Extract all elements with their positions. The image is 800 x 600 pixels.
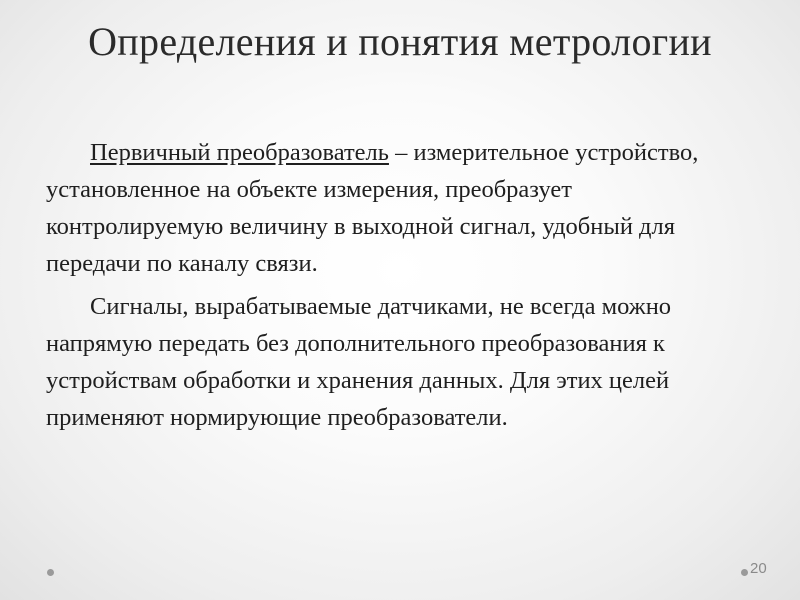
paragraph-normalizing-transducers: Сигналы, вырабатываемые датчиками, не всегда можно напрямую передать без дополнительного преобразования к устройствам обработки и хранения данных. Для этих целей применяют нормирующие преобразователи. [46,293,672,431]
slide-body [46,134,746,442]
slide-title: Определения и понятия метрологии [88,19,712,64]
paragraph-primary-transducer [46,134,746,282]
slide-number: 20 [750,560,767,577]
term-primary-transducer: Первичный преобразователь [90,139,389,166]
footer-dot-left [47,569,54,576]
definition-text: – измерительное устройство, установленное на объекте измерения, преобразует контролируемую величину в выходной сигнал, удобный для передачи по каналу связи. [46,139,699,277]
footer-dot-right [741,569,748,576]
